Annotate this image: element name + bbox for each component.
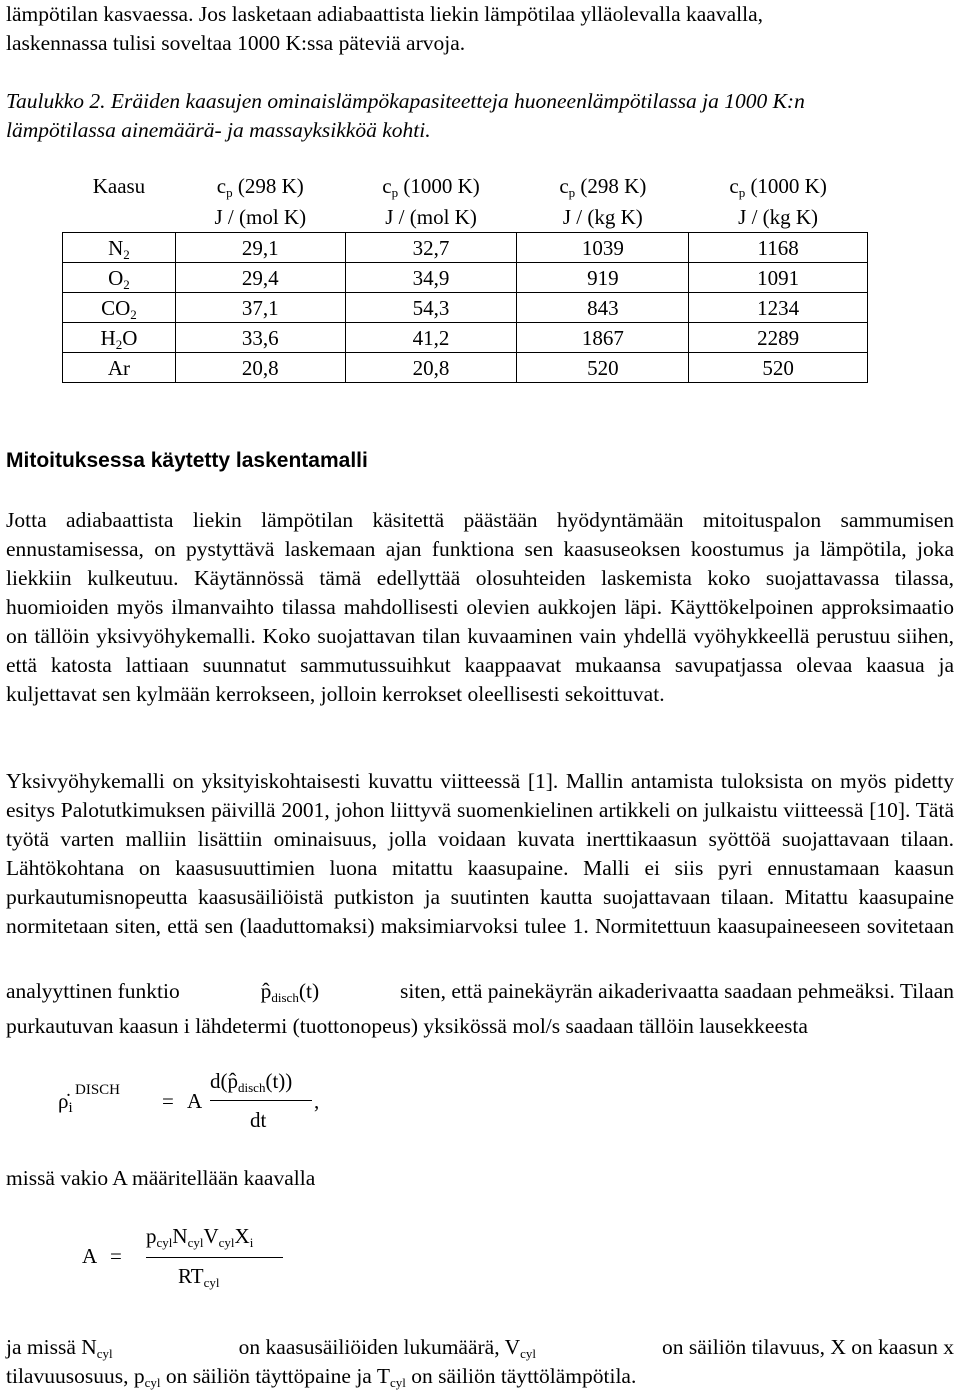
eq2-denominator: $RT_{cyl}$ bbox=[178, 1264, 220, 1290]
value-cell: 29,4 bbox=[175, 263, 345, 293]
table-row bbox=[63, 233, 868, 263]
table-row bbox=[63, 263, 868, 293]
gas-cell: $N_2$ bbox=[63, 233, 176, 263]
header-unit-3: J / (kg K) bbox=[517, 201, 689, 233]
value-cell: 843 bbox=[517, 293, 689, 323]
eq2-numerator: $p_{cyl}N_{cyl}V_{cyl}X_i$ bbox=[146, 1224, 254, 1250]
eq1-lhs: $\rhȯ_i$ bbox=[58, 1089, 73, 1116]
value-cell: 33,6 bbox=[175, 323, 345, 353]
value-cell: 919 bbox=[517, 263, 689, 293]
header-gas-unit bbox=[63, 201, 176, 233]
section-heading: Mitoituksessa käytetty laskentamalli bbox=[6, 449, 368, 472]
p2b-pre: analyyttinen funktio bbox=[6, 979, 180, 1003]
text-between-equations: missä vakio A määritellään kaavalla bbox=[6, 1166, 316, 1190]
intro-line-1: lämpötilan kasvaessa. Jos lasketaan adiabaattista liekin lämpötilaa ylläolevalla kaavalla, bbox=[6, 2, 764, 26]
eq1-comma: , bbox=[314, 1089, 320, 1113]
gas-cell: $CO_2$ bbox=[63, 293, 176, 323]
header-gas: Kaasu bbox=[92, 173, 146, 198]
p2b-post: siten, että painekäyrän aikaderivaatta saadaan pehmeäksi. Tilaan bbox=[399, 979, 954, 1003]
value-cell: 520 bbox=[517, 353, 689, 383]
paragraph-2-part-a: Yksivyöhykemalli on yksityiskohtaisesti kuvattu viitteessä [1]. Mallin antamista tuloksista on myös pidetty esitys Palotutkimuksen päivillä 2001, johon liittyvä suomenkielinen artikkeli on julkaistu viitteessä [10]. Tätä työtä varten malliin lisättiin ominaisuus, jolla voidaan kuvata inerttikaasun syöttöä suojattavaan tilaan. Lähtökohtana on kaasusuuttimien luona mitattu kaasupaine. Malli ei siis pyri ennustamaan kaasun purkautumisnopeutta kaasusäiliöistä putkiston ja suutinten kautta suojattavaan tilaan. Mitattu kaasupaine normitetaan siten, että sen (laaduttomaksi) maksimiarvoksi tulee 1. Normitettuun kaasupaineeseen sovitetaan bbox=[6, 769, 954, 938]
value-cell: 1234 bbox=[689, 293, 868, 323]
table-row bbox=[63, 293, 868, 323]
table-row bbox=[63, 323, 868, 353]
paragraph-2-part-c: purkautuvan kaasun i lähdetermi (tuottonopeus) yksikössä mol/s saadaan tällöin lausekkeesta bbox=[6, 1014, 808, 1038]
intro-line-2: laskennassa tulisi soveltaa 1000 K:ssa päteviä arvoja. bbox=[6, 31, 466, 55]
value-cell: 29,1 bbox=[175, 233, 345, 263]
header-col-2: $c_p$ (1000 K) bbox=[382, 173, 480, 200]
paragraph-1: Jotta adiabaattista liekin lämpötilan käsitettä päästään hyödyntämään mitoituspalon sammumisen ennustamisessa, on pystyttävä laskemaan ajan funktiona sen kaasuseoksen koostumus ja lämpötila, joka liekkiin kulkeutuu. Käytännössä tämä edellyttää olosuhteiden laskemista koko suojattavassa tilassa, huomioiden myös ilmanvaihto tilassa mahdollisesti olevien aukkojen läpi. Käyttökelpoinen approksimaatio on tällöin yksivyöhykemalli. Koko suojattavan tilan kuvaaminen vain yhdellä vyöhykkeellä perustuu siihen, että katosta lattiaan suunnatut sammutussuihkut kaappaavat mukaansa savupatjassa olevaa kaasua ja kuljettavat sen kylmään kerrokseen, jolloin kerrokset oleellisesti sekoittuvat. bbox=[6, 508, 954, 706]
paragraph-2-part-b bbox=[6, 977, 954, 1006]
value-cell: 1867 bbox=[517, 323, 689, 353]
header-unit-1: J / (mol K) bbox=[175, 201, 345, 233]
value-cell: 1039 bbox=[517, 233, 689, 263]
eq1-fraction-line bbox=[210, 1100, 312, 1101]
header-unit-4: J / (kg K) bbox=[689, 201, 868, 233]
header-col-3: $c_p$ (298 K) bbox=[559, 173, 647, 200]
gas-cell: $O_2$ bbox=[63, 263, 176, 293]
table-caption-line-2: lämpötilassa ainemäärä- ja massayksikköä kohti. bbox=[6, 118, 431, 142]
eq2-fraction-line bbox=[146, 1257, 283, 1258]
eq1-numerator: $d(p̂_{disch}(t))$ bbox=[210, 1069, 293, 1095]
eq1-lhs-superscript: DISCH bbox=[75, 1082, 121, 1098]
eq2-equals: = bbox=[110, 1244, 122, 1268]
p2b-function: $p̂_{disch}(t)$ bbox=[260, 979, 320, 1005]
heat-capacity-table bbox=[62, 170, 868, 383]
header-col-1: $c_p$ (298 K) bbox=[216, 173, 304, 200]
gas-cell: Ar bbox=[63, 353, 176, 383]
value-cell: 54,3 bbox=[345, 293, 517, 323]
closing-1b: on kaasusäiliöiden lukumäärä, $V_{cyl}$ bbox=[238, 1335, 536, 1361]
header-col-4: $c_p$ (1000 K) bbox=[729, 173, 827, 200]
value-cell: 1091 bbox=[689, 263, 868, 293]
value-cell: 41,2 bbox=[345, 323, 517, 353]
closing-line-2: tilavuusosuus, $p_{cyl}$ on säiliön täyttöpaine ja $T_{cyl}$ on säiliön täyttölämpötila. bbox=[6, 1364, 637, 1390]
value-cell: 1168 bbox=[689, 233, 868, 263]
value-cell: 34,9 bbox=[345, 263, 517, 293]
gas-cell: $H_2O$ bbox=[63, 323, 176, 353]
closing-1c: on säiliön tilavuus, X on kaasun x bbox=[661, 1335, 954, 1359]
value-cell: 32,7 bbox=[345, 233, 517, 263]
value-cell: 37,1 bbox=[175, 293, 345, 323]
table-row bbox=[63, 353, 868, 383]
value-cell: 520 bbox=[689, 353, 868, 383]
value-cell: 2289 bbox=[689, 323, 868, 353]
closing-line-1 bbox=[6, 1333, 954, 1362]
table-caption-line-1: Taulukko 2. Eräiden kaasujen ominaislämpökapasiteetteja huoneenlämpötilassa ja 1000 K:n bbox=[6, 89, 805, 113]
eq2-lhs: A bbox=[82, 1244, 98, 1268]
eq1-coefficient: A bbox=[187, 1089, 203, 1113]
closing-1a: ja missä $N_{cyl}$ bbox=[6, 1335, 113, 1361]
eq1-denominator: dt bbox=[250, 1108, 267, 1132]
value-cell: 20,8 bbox=[175, 353, 345, 383]
header-unit-2: J / (mol K) bbox=[345, 201, 517, 233]
eq1-equals: = bbox=[162, 1089, 174, 1113]
value-cell: 20,8 bbox=[345, 353, 517, 383]
